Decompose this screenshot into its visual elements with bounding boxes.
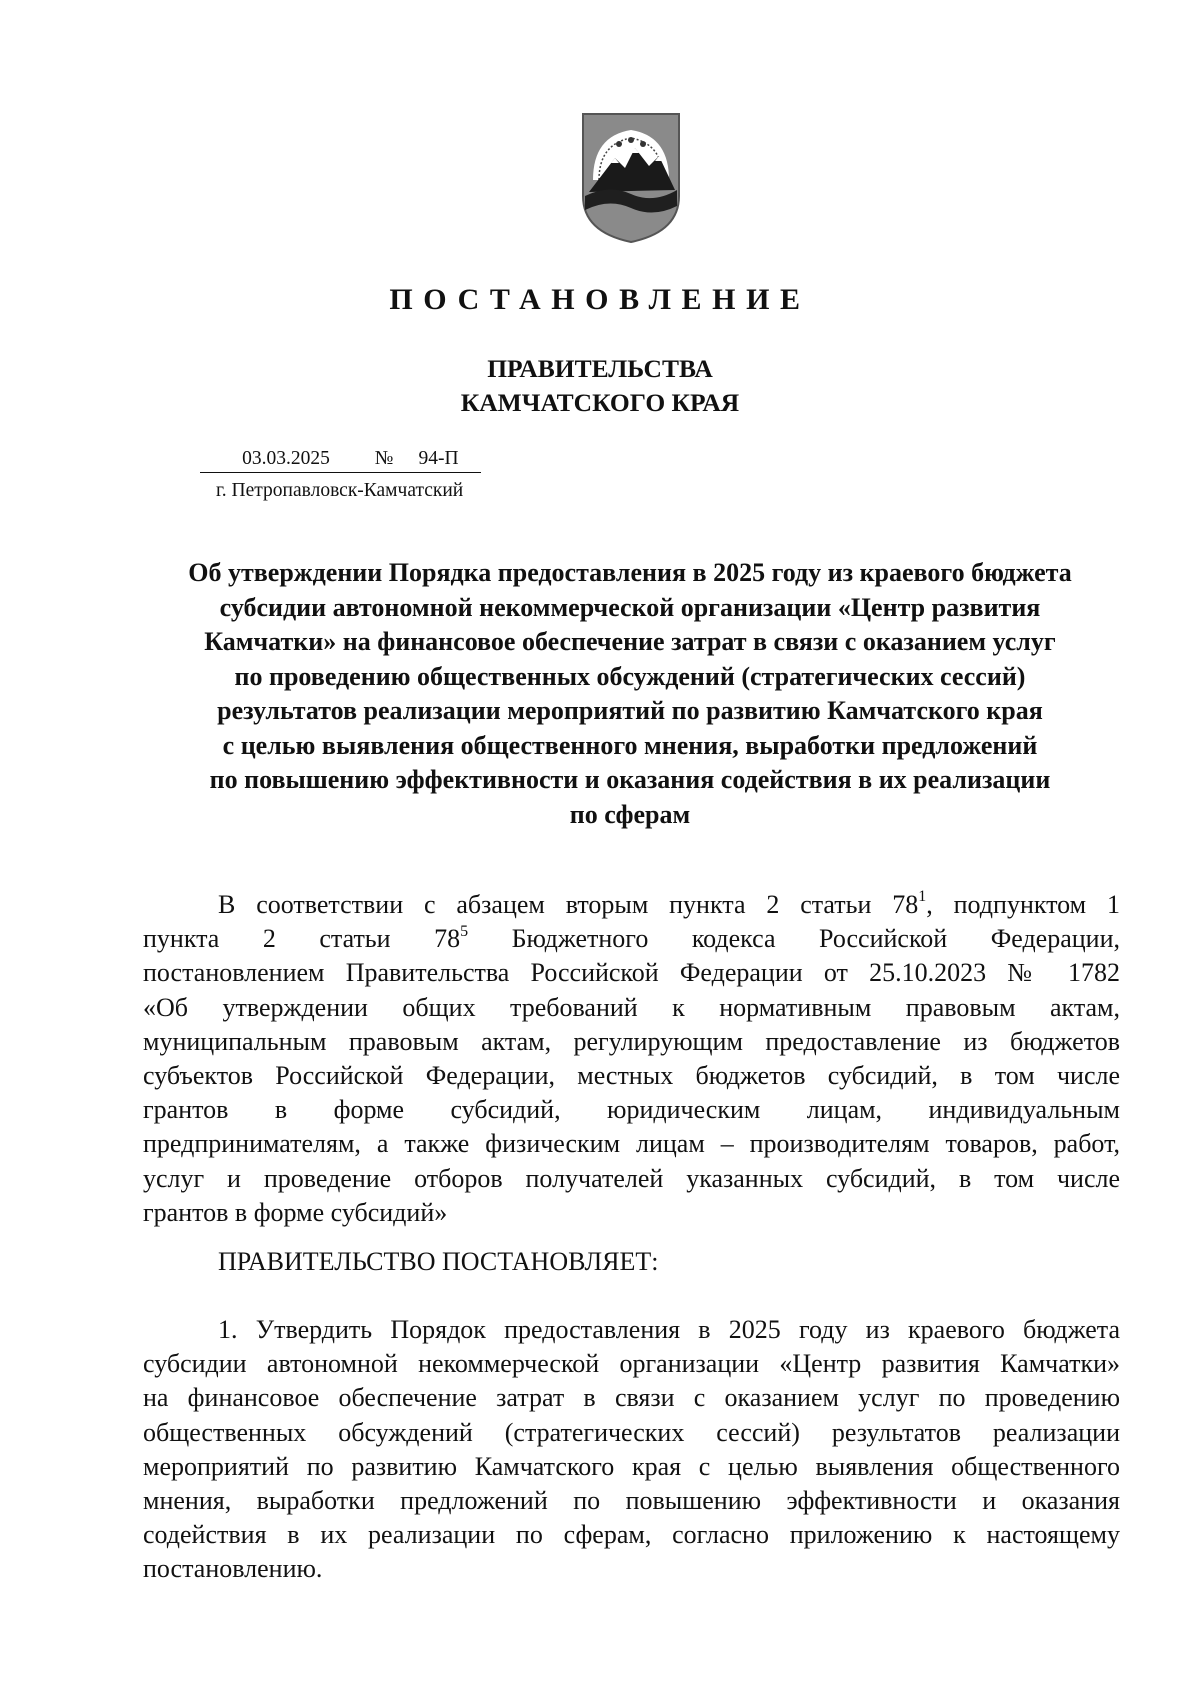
superscript: 5 — [460, 922, 469, 940]
number-label: № — [372, 446, 396, 473]
document-type-heading: ПОСТАНОВЛЕНИЕ — [389, 283, 811, 316]
title-line: по проведению общественных обсуждений (стратегических сессий) — [234, 661, 1026, 691]
item-line: мнения, выработки предложений по повышению эффективности и оказания — [143, 1486, 1120, 1516]
preamble-line: предпринимателям, а также физическим лицам – производителям товаров, работ, — [143, 1129, 1120, 1159]
superscript: 1 — [918, 888, 927, 906]
preamble-line: грантов в форме субсидий» — [143, 1197, 448, 1227]
title-line: с целью выявления общественного мнения, выработки предложений — [222, 730, 1038, 760]
item-line: содействия в их реализации по сферам, согласно приложению к настоящему — [143, 1520, 1120, 1550]
issuer-line: ПРАВИТЕЛЬСТВА — [487, 354, 713, 383]
item-line: субсидии автономной некоммерческой организации «Центр развития Камчатки» — [143, 1349, 1120, 1379]
title-line: Камчатки» на финансовое обеспечение затрат в связи с оказанием услуг — [204, 627, 1056, 656]
preamble-text: Бюджетного кодекса Российской Федерации, — [468, 924, 1120, 954]
preamble-line: грантов в форме субсидий, юридическим лицам, индивидуальным — [143, 1095, 1120, 1125]
issuer-heading — [0, 352, 1200, 420]
item-line: на финансовое обеспечение затрат в связи с оказанием услуг по проведению — [143, 1383, 1120, 1413]
preamble-line: муниципальным правовым актам, регулирующим предоставление из бюджетов — [143, 1026, 1120, 1056]
document-number: 94-П — [396, 446, 481, 473]
item-1-paragraph — [143, 1313, 1120, 1587]
document-title — [135, 556, 1125, 832]
preamble-text: , подпунктом 1 — [926, 890, 1120, 919]
preamble-paragraph — [143, 888, 1120, 1230]
document-city: г. Петропавловск-Камчатский — [216, 480, 464, 501]
item-line: постановлению. — [143, 1554, 323, 1584]
item-line: 1. Утвердить Порядок предоставления в 2025 году из краевого бюджета — [218, 1315, 1120, 1344]
item-line: мероприятий по развитию Камчатского края с целью выявления общественного — [143, 1451, 1120, 1481]
preamble-line: услуг и проведение отборов получателей указанных субсидий, в том числе — [143, 1163, 1120, 1193]
preamble-text: пункта 2 статьи 78 — [143, 924, 461, 954]
preamble-line: «Об утверждении общих требований к нормативным правовым актам, — [143, 992, 1120, 1022]
preamble-line — [143, 888, 1120, 922]
preamble-line — [143, 922, 1120, 956]
title-line: субсидии автономной некоммерческой организации «Центр развития — [219, 592, 1041, 622]
title-line: результатов реализации мероприятий по развитию Камчатского края — [217, 696, 1043, 725]
preamble-line: субъектов Российской Федерации, местных бюджетов субсидий, в том числе — [143, 1061, 1120, 1091]
resolution-heading: ПРАВИТЕЛЬСТВО ПОСТАНОВЛЯЕТ: — [218, 1247, 659, 1276]
document-date: 03.03.2025 — [200, 446, 372, 473]
kamchatka-coat-of-arms-emblem — [579, 110, 683, 244]
title-line: по сферам — [569, 799, 691, 829]
preamble-line: постановлением Правительства Российской Федерации от 25.10.2023 № 1782 — [143, 958, 1120, 988]
item-line: общественных обсуждений (стратегических сессий) результатов реализации — [143, 1417, 1120, 1447]
title-line: Об утверждении Порядка предоставления в 2025 году из краевого бюджета — [188, 558, 1072, 587]
preamble-text: В соответствии с абзацем вторым пункта 2 статьи 78 — [218, 890, 919, 919]
document-date-number — [200, 446, 481, 473]
issuer-line: КАМЧАТСКОГО КРАЯ — [460, 388, 740, 417]
title-line: по повышению эффективности и оказания содействия в их реализации — [209, 765, 1051, 794]
